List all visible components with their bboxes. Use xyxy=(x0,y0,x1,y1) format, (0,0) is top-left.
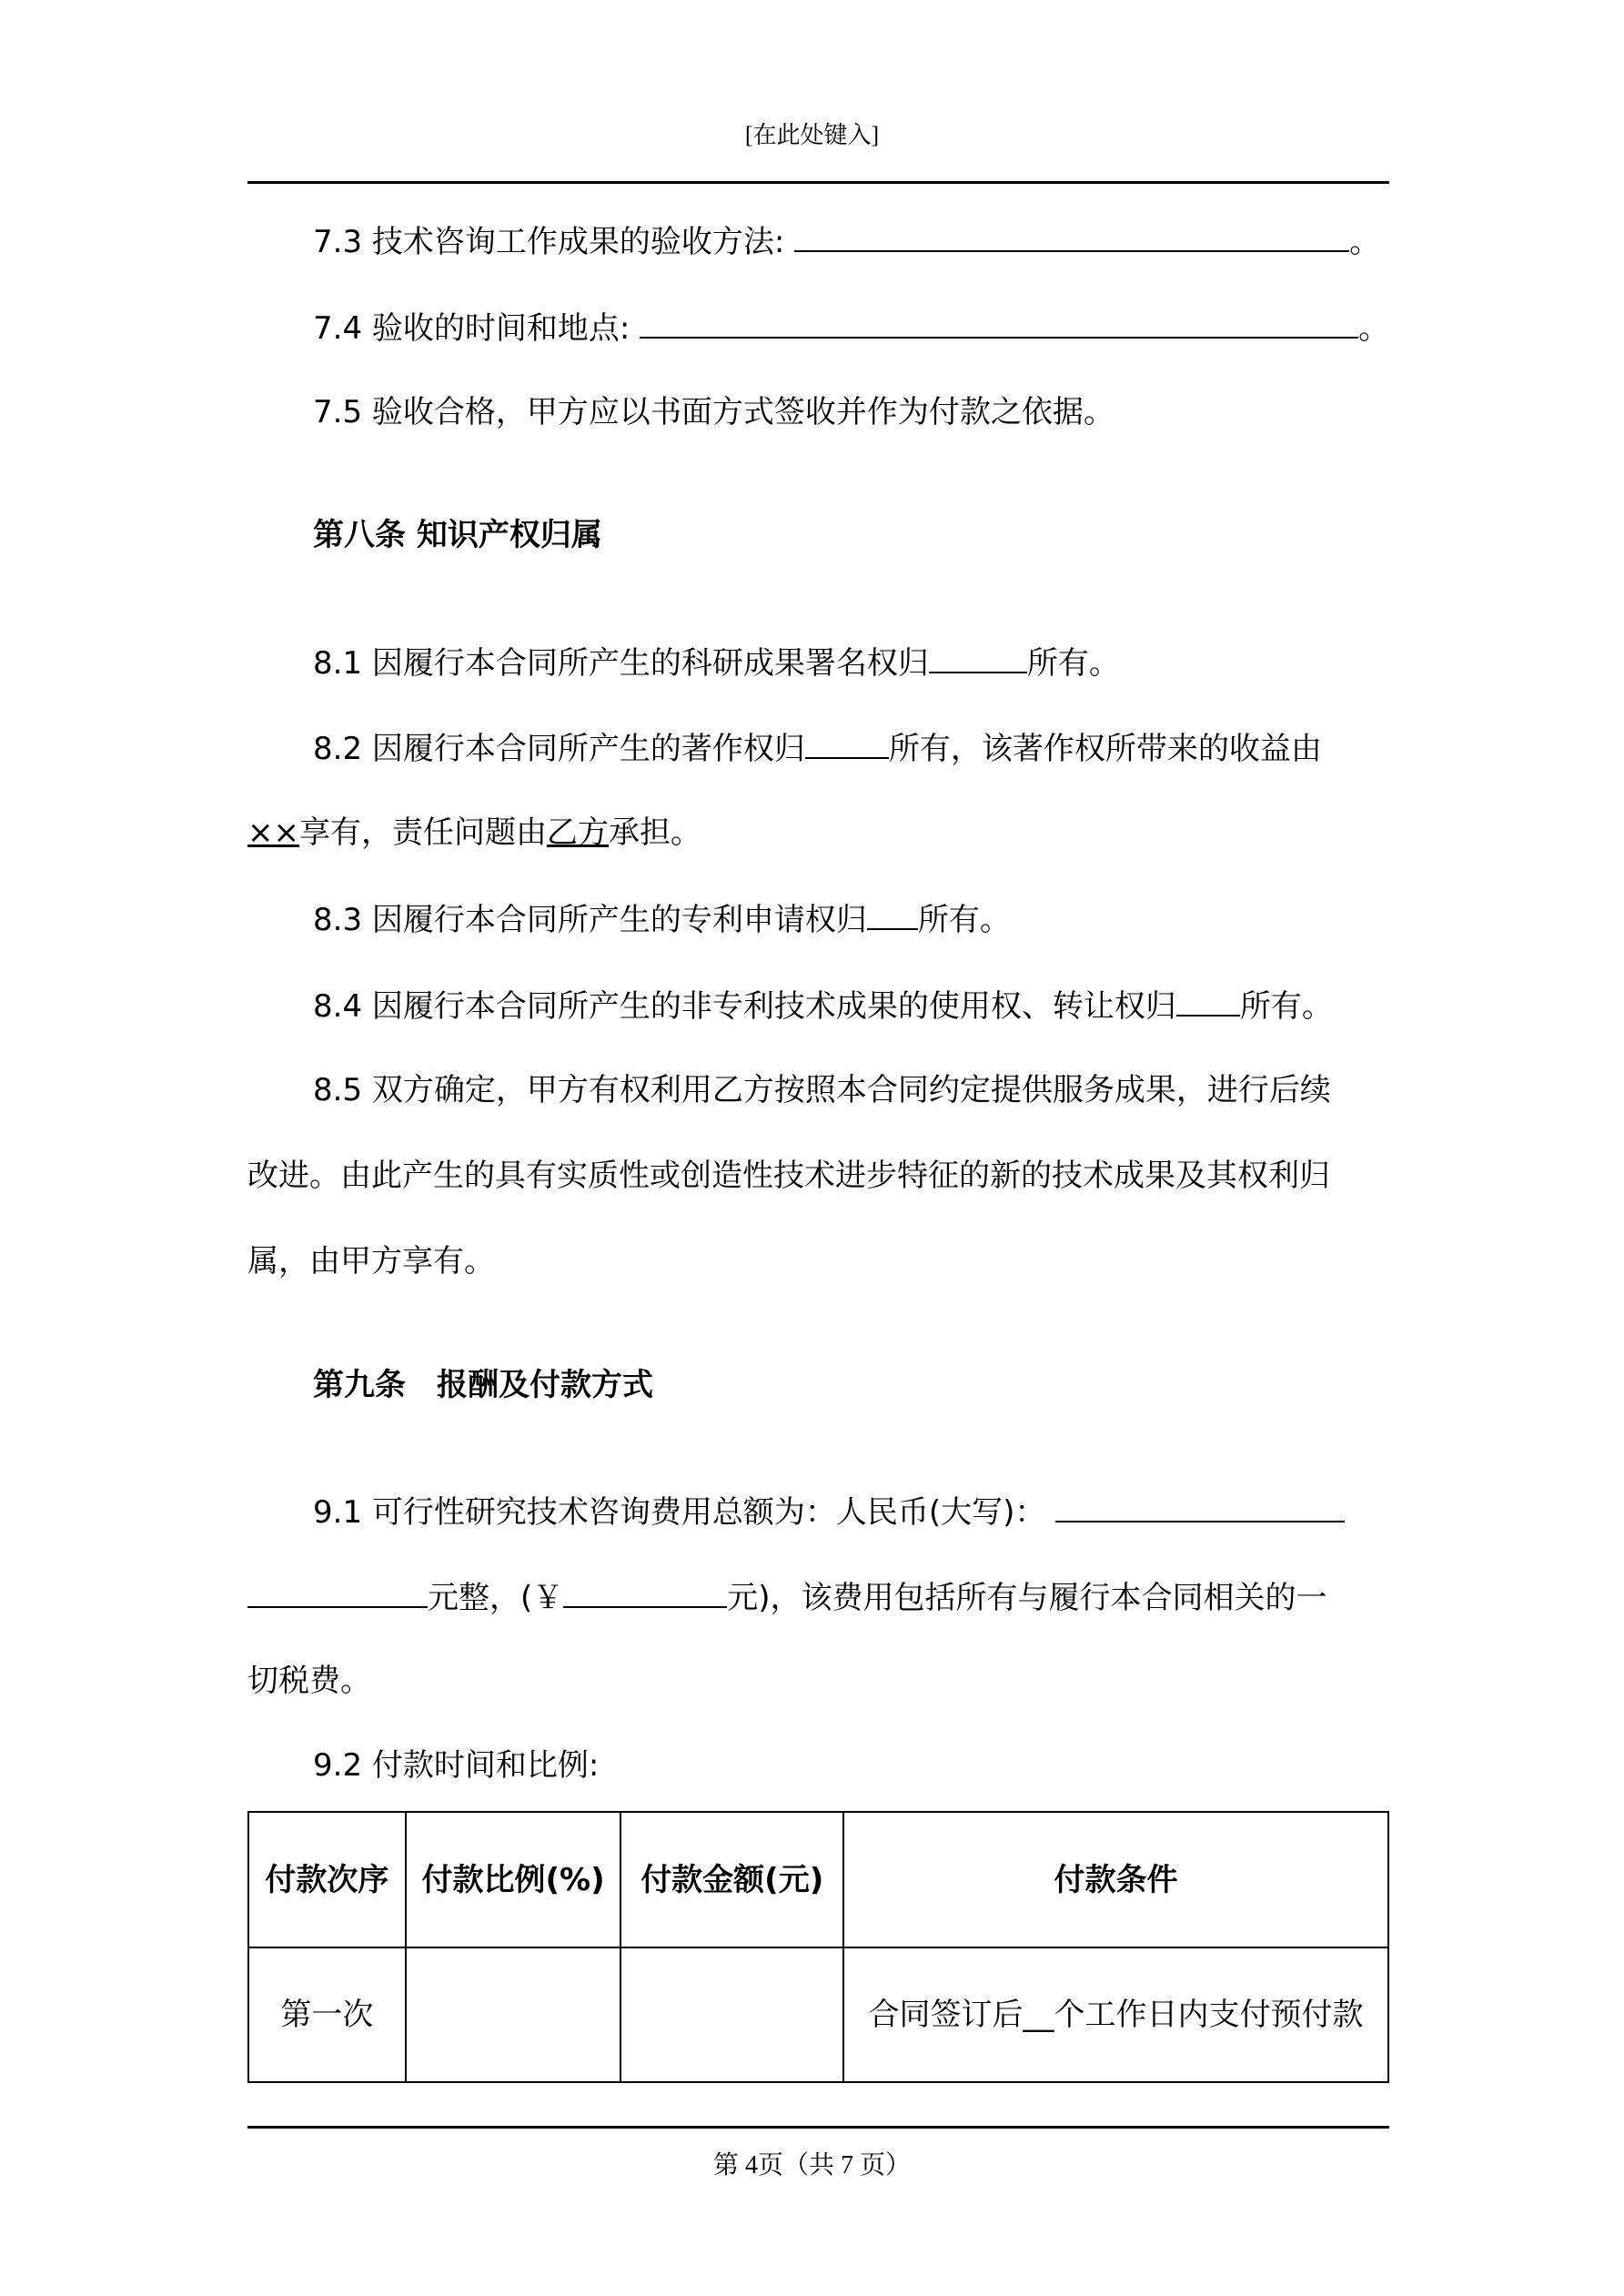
clause-text: 8.3 因履行本合同所产生的专利申请权归 xyxy=(313,902,867,938)
header-rule xyxy=(247,181,1389,184)
table-header-row xyxy=(248,1812,1388,1947)
article-9-heading: 第九条 报酬及付款方式 xyxy=(313,1367,653,1403)
blank-field[interactable] xyxy=(640,306,1358,339)
clause-text: 所有。 xyxy=(1026,645,1120,682)
clause-text: 8.4 因履行本合同所产生的非专利技术成果的使用权、转让权归 xyxy=(313,988,1176,1025)
footer-rule xyxy=(247,2126,1389,2129)
col-header-amount: 付款金额(元) xyxy=(620,1812,843,1947)
underlined-text: 乙方 xyxy=(546,814,609,851)
clause-text: 8.1 因履行本合同所产生的科研成果署名权归 xyxy=(313,645,929,682)
amount-words-field-cont[interactable] xyxy=(247,1575,428,1608)
clause-text: 所有。 xyxy=(917,902,1011,938)
blank-field[interactable] xyxy=(929,641,1027,673)
cell-amount[interactable] xyxy=(620,1947,843,2082)
clause-7-3 xyxy=(247,219,1455,263)
amount-number-field[interactable] xyxy=(563,1575,727,1608)
clause-8-2-cont xyxy=(247,812,1389,854)
clause-8-1 xyxy=(247,641,1455,684)
clause-8-3 xyxy=(247,897,1455,941)
clause-text: 承担。 xyxy=(608,814,701,851)
blank-field[interactable] xyxy=(794,219,1349,252)
clause-9-1-cont xyxy=(247,1575,1389,1619)
clause-7-4 xyxy=(247,306,1455,349)
underlined-text: ×× xyxy=(247,814,299,851)
table-row xyxy=(248,1947,1388,2082)
payment-table xyxy=(247,1811,1389,2083)
clause-8-5-cont2: 属，由甲方享有。 xyxy=(247,1243,495,1279)
clause-9-1-cont2: 切税费。 xyxy=(247,1663,371,1699)
page-header[interactable]: [在此处键入] xyxy=(744,122,880,148)
amount-words-field[interactable] xyxy=(1055,1490,1345,1522)
clause-8-2 xyxy=(247,726,1455,770)
clause-text: 所有，该著作权所带来的收益由 xyxy=(888,731,1322,767)
cell-condition[interactable]: 合同签订后__个工作日内支付预付款 xyxy=(843,1947,1388,2082)
clause-7-5: 7.5 验收合格，甲方应以书面方式签收并作为付款之依据。 xyxy=(313,394,1115,430)
col-header-condition: 付款条件 xyxy=(843,1812,1388,1947)
blank-field[interactable] xyxy=(805,726,889,759)
cell-ratio[interactable] xyxy=(406,1947,621,2082)
clause-text: 8.2 因履行本合同所产生的著作权归 xyxy=(313,731,805,767)
clause-9-1 xyxy=(247,1490,1455,1533)
period: 。 xyxy=(1358,310,1390,347)
blank-field[interactable] xyxy=(867,897,918,930)
cell-sequence[interactable]: 第一次 xyxy=(248,1947,406,2082)
col-header-ratio: 付款比例(%) xyxy=(406,1812,621,1947)
clause-text: 7.4 验收的时间和地点: xyxy=(313,310,630,347)
page-footer: 第 4页（共 7 页） xyxy=(712,2151,911,2180)
clause-text: 享有，责任问题由 xyxy=(298,814,547,851)
clause-9-2: 9.2 付款时间和比例: xyxy=(313,1747,600,1784)
blank-field[interactable] xyxy=(1176,984,1240,1017)
clause-text: 9.1 可行性研究技术咨询费用总额为：人民币(大写)： xyxy=(313,1494,1046,1531)
clause-8-5-cont: 改进。由此产生的具有实质性或创造性技术进步特征的新的技术成果及其权利归 xyxy=(247,1158,1330,1194)
clause-8-5: 8.5 双方确定，甲方有权利用乙方按照本合同约定提供服务成果，进行后续 xyxy=(313,1072,1331,1108)
clause-text: 元整，(￥ xyxy=(428,1580,564,1616)
clause-text: 7.3 技术咨询工作成果的验收方法: xyxy=(313,224,785,260)
col-header-sequence: 付款次序 xyxy=(248,1812,406,1947)
clause-text: 元)，该费用包括所有与履行本合同相关的一 xyxy=(727,1580,1327,1616)
article-8-heading: 第八条 知识产权归属 xyxy=(313,517,602,553)
clause-8-4 xyxy=(247,984,1455,1027)
clause-text: 所有。 xyxy=(1239,988,1333,1025)
period: 。 xyxy=(1349,224,1381,260)
